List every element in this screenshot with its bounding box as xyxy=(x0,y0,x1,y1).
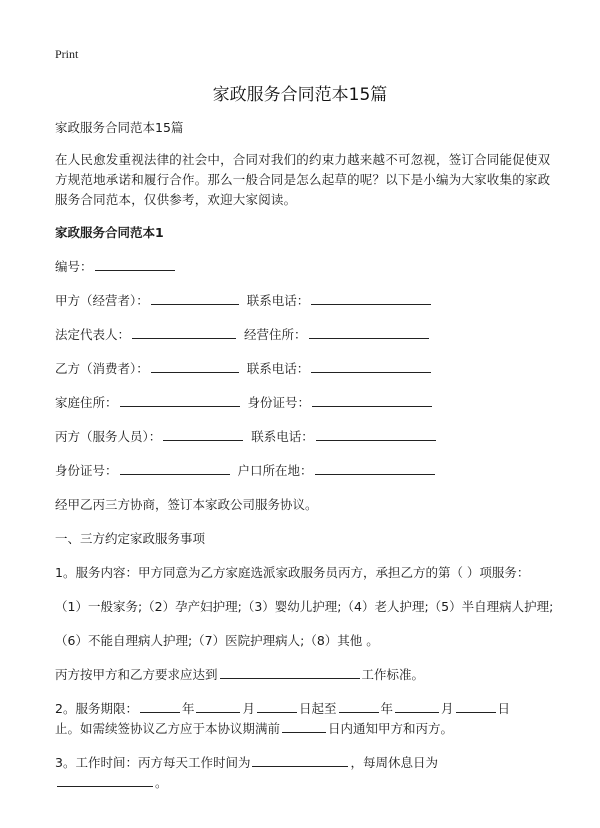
document-subtitle: 家政服务合同范本15篇 xyxy=(55,120,184,135)
renewal-days-blank xyxy=(282,719,326,733)
item-2 xyxy=(55,699,555,739)
end-day-label: 日 xyxy=(497,701,511,716)
business-address-blank xyxy=(309,325,429,339)
work-hours-blank xyxy=(252,753,348,767)
intro-paragraph: 在人民愈发重视法律的社会中，合同对我们的约束力越来越不可忽视，签订合同能促使双方规范地承诺和履行合作。那么一般合同是怎么起草的呢？以下是小编为大家收集的家政服务合同范本，仅供参考，欢迎大家阅读。 xyxy=(55,152,551,207)
field-legal-rep xyxy=(55,325,555,345)
standard-suffix: 工作标准。 xyxy=(361,667,425,682)
field-home-address xyxy=(55,393,555,413)
item-3-end: 。 xyxy=(155,775,168,790)
start-month-blank xyxy=(196,699,240,713)
standard-prefix: 丙方按甲方和乙方要求应达到 xyxy=(55,667,218,682)
number-label: 编号： xyxy=(55,259,93,274)
phone-3-blank xyxy=(316,427,436,441)
item-2-prefix: 2。服务期限： xyxy=(55,701,138,716)
field-id-number-2 xyxy=(55,461,555,481)
legal-rep-label: 法定代表人： xyxy=(55,327,131,342)
number-blank xyxy=(95,257,175,271)
home-address-label: 家庭住所： xyxy=(55,395,118,410)
phone-1-blank xyxy=(311,291,431,305)
section-heading: 家政服务合同范本1 xyxy=(55,225,164,240)
rest-day-blank xyxy=(57,773,153,787)
start-month-label: 月 xyxy=(242,701,255,716)
id-number-2-label: 身份证号： xyxy=(55,463,118,478)
standard-blank xyxy=(220,665,360,679)
party-a-blank xyxy=(151,291,239,305)
phone-2-label: 联系电话： xyxy=(246,361,310,376)
hukou-label: 户口所在地： xyxy=(237,463,313,478)
party-c-blank xyxy=(163,427,243,441)
business-address-label: 经营住所： xyxy=(244,327,307,342)
party-b-blank xyxy=(151,359,239,373)
end-year-label: 年 xyxy=(380,701,394,716)
legal-rep-blank xyxy=(132,325,236,339)
home-address-blank xyxy=(120,393,240,407)
print-link[interactable]: Print xyxy=(55,47,79,61)
standard-line xyxy=(55,665,555,685)
end-month-blank xyxy=(395,699,439,713)
id-number-2-blank xyxy=(120,461,230,475)
field-number xyxy=(55,257,555,277)
document-body xyxy=(55,118,555,807)
item-1: 1。服务内容：甲方同意为乙方家庭选派家政服务员丙方，承担乙方的第（ ）项服务： xyxy=(55,565,530,580)
party-b-label: 乙方（消费者）： xyxy=(55,361,149,376)
start-year-blank xyxy=(140,699,180,713)
party-c-label: 丙方（服务人员）： xyxy=(55,429,162,444)
end-day-blank xyxy=(456,699,496,713)
item-3 xyxy=(55,753,555,793)
field-party-a xyxy=(55,291,555,311)
id-number-1-label: 身份证号： xyxy=(247,395,311,410)
field-party-b xyxy=(55,359,555,379)
agreement-line: 经甲乙丙三方协商，签订本家政公司服务协议。 xyxy=(55,497,318,512)
phone-3-label: 联系电话： xyxy=(251,429,314,444)
section-one-heading: 一、三方约定家政服务事项 xyxy=(55,531,206,546)
start-day-label: 日起至 xyxy=(299,701,337,716)
renewal-suffix: 日内通知甲方和丙方。 xyxy=(328,721,454,736)
services-list-1: （1）一般家务;（2）孕产妇护理;（3）婴幼儿护理;（4）老人护理;（5）半自理病人护理; xyxy=(55,599,554,614)
party-a-label: 甲方（经营者）： xyxy=(55,293,149,308)
item-3-middle: ，每周休息日为 xyxy=(350,755,438,770)
page-title: 家政服务合同范本15篇 xyxy=(212,85,388,105)
end-year-blank xyxy=(339,699,379,713)
start-day-blank xyxy=(257,699,297,713)
field-party-c xyxy=(55,427,555,447)
hukou-blank xyxy=(315,461,435,475)
start-year-label: 年 xyxy=(181,701,195,716)
renewal-prefix: 止。如需续签协议乙方应于本协议期满前 xyxy=(55,721,281,736)
phone-1-label: 联系电话： xyxy=(246,293,310,308)
item-3-prefix: 3。工作时间：丙方每天工作时间为 xyxy=(55,755,251,770)
id-number-1-blank xyxy=(312,393,432,407)
phone-2-blank xyxy=(311,359,431,373)
services-list-2: （6）不能自理病人护理;（7）医院护理病人;（8）其他 。 xyxy=(55,633,379,648)
end-month-label: 月 xyxy=(441,701,454,716)
